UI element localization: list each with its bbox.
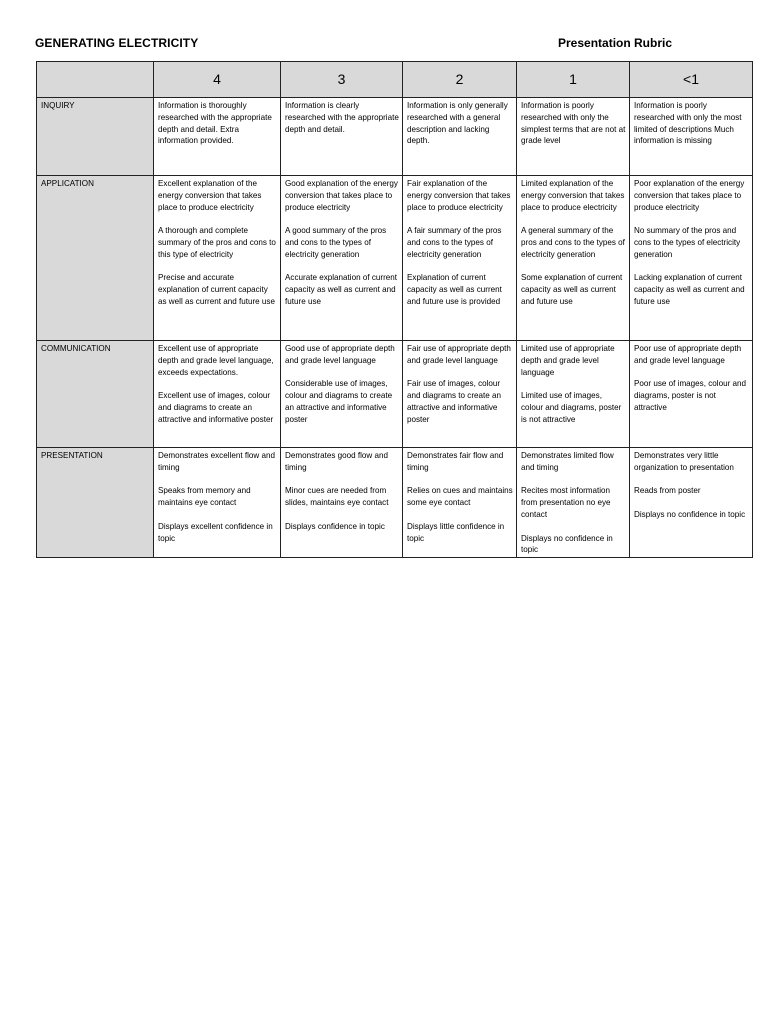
criteria-text: Displays no confidence in topic bbox=[521, 533, 613, 555]
criteria-text: Demonstrates fair flow and timing bbox=[407, 451, 504, 472]
criteria-text: Information is thoroughly researched with the appropriate depth and detail. Extra information provided. bbox=[158, 101, 272, 146]
paragraph-gap bbox=[285, 474, 399, 486]
column-header-4: 4 bbox=[154, 62, 281, 98]
column-header-less-than-1: <1 bbox=[630, 62, 753, 98]
criteria-text: Demonstrates very little organization to presentation bbox=[634, 451, 734, 472]
criteria-text: Speaks from memory and maintains eye contact bbox=[158, 486, 251, 508]
rubric-row-communication bbox=[37, 341, 753, 448]
criteria-text: A thorough and complete summary of the pros and cons to this type of electricity bbox=[158, 226, 276, 259]
rubric-cell bbox=[630, 341, 753, 448]
paragraph-gap bbox=[158, 213, 277, 225]
paragraph-gap bbox=[634, 261, 749, 273]
rubric-cell bbox=[517, 98, 630, 176]
criteria-text: Fair explanation of the energy conversion that takes place to produce electricity bbox=[407, 179, 511, 212]
rubric-cell bbox=[517, 176, 630, 341]
paragraph-gap bbox=[634, 367, 749, 379]
criteria-text: Limited explanation of the energy conversion that takes place to produce electricity bbox=[521, 179, 625, 212]
paragraph-gap bbox=[521, 474, 626, 486]
paragraph-gap bbox=[521, 521, 626, 533]
paragraph-gap bbox=[158, 509, 277, 521]
rubric-cell bbox=[154, 341, 281, 448]
rubric-cell bbox=[630, 176, 753, 341]
rubric-row-presentation bbox=[37, 448, 753, 558]
rubric-row-inquiry bbox=[37, 98, 753, 176]
criteria-text: A good summary of the pros and cons to the types of electricity generation bbox=[285, 226, 387, 259]
document-subtitle: Presentation Rubric bbox=[558, 36, 673, 50]
criteria-text: Recites most information from presentation no eye contact bbox=[521, 486, 611, 519]
rubric-cell bbox=[517, 448, 630, 558]
header-row bbox=[37, 62, 753, 98]
paragraph-gap bbox=[285, 367, 399, 379]
paragraph-gap bbox=[407, 367, 513, 379]
paragraph-gap bbox=[158, 474, 277, 486]
row-label: INQUIRY bbox=[37, 98, 154, 176]
paragraph-gap bbox=[285, 213, 399, 225]
paragraph-gap bbox=[634, 474, 749, 486]
paragraph-gap bbox=[285, 261, 399, 273]
criteria-text: Poor use of appropriate depth and grade level language bbox=[634, 344, 742, 365]
row-label: COMMUNICATION bbox=[37, 341, 154, 448]
criteria-text: Information is clearly researched with the appropriate depth and detail. bbox=[285, 101, 399, 134]
criteria-text: Demonstrates good flow and timing bbox=[285, 451, 389, 472]
rubric-cell bbox=[403, 176, 517, 341]
column-header-2: 2 bbox=[403, 62, 517, 98]
criteria-text: Some explanation of current capacity as well as current and future use bbox=[521, 273, 623, 306]
criteria-text: Excellent use of images, colour and diagrams to create an attractive and informative poster bbox=[158, 391, 274, 424]
criteria-text: Information is poorly researched with only the simplest terms that are not at grade level bbox=[521, 101, 626, 146]
criteria-text: Poor use of images, colour and diagrams, poster is not attractive bbox=[634, 379, 747, 412]
rubric-cell bbox=[281, 98, 403, 176]
criteria-text: Limited use of appropriate depth and grade level language bbox=[521, 344, 615, 377]
rubric-table bbox=[36, 61, 753, 558]
criteria-text: No summary of the pros and cons to the types of electricity generation bbox=[634, 226, 741, 259]
row-label: PRESENTATION bbox=[37, 448, 154, 558]
paragraph-gap bbox=[407, 213, 513, 225]
rubric-cell bbox=[630, 448, 753, 558]
criteria-text: Considerable use of images, colour and diagrams to create an attractive and informative poster bbox=[285, 379, 393, 424]
criteria-text: Displays little confidence in topic bbox=[407, 521, 505, 543]
document-title: GENERATING ELECTRICITY bbox=[35, 36, 199, 50]
criteria-text: Displays excellent confidence in topic bbox=[158, 521, 273, 543]
paragraph-gap bbox=[285, 509, 399, 521]
criteria-text: Precise and accurate explanation of current capacity as well as current and future use bbox=[158, 273, 275, 306]
paragraph-gap bbox=[407, 261, 513, 273]
criteria-text: Displays no confidence in topic bbox=[634, 509, 746, 519]
rubric-cell bbox=[154, 176, 281, 341]
criteria-text: Relies on cues and maintains some eye contact bbox=[407, 486, 513, 508]
rubric-cell bbox=[403, 448, 517, 558]
rubric-cell bbox=[281, 341, 403, 448]
criteria-text: Minor cues are needed from slides, maintains eye contact bbox=[285, 486, 389, 508]
column-header-1: 1 bbox=[517, 62, 630, 98]
column-header-blank bbox=[37, 62, 154, 98]
criteria-text: Good explanation of the energy conversion that takes place to produce electricity bbox=[285, 179, 398, 212]
criteria-text: Demonstrates limited flow and timing bbox=[521, 451, 614, 472]
criteria-text: Excellent use of appropriate depth and grade level language, exceeds expectations. bbox=[158, 344, 274, 377]
paragraph-gap bbox=[521, 213, 626, 225]
criteria-text: Demonstrates excellent flow and timing bbox=[158, 451, 275, 472]
criteria-text: Accurate explanation of current capacity as well as current and future use bbox=[285, 273, 398, 306]
criteria-text: Excellent explanation of the energy conversion that takes place to produce electricity bbox=[158, 179, 262, 212]
rubric-row-application bbox=[37, 176, 753, 341]
criteria-text: A fair summary of the pros and cons to the types of electricity generation bbox=[407, 226, 502, 259]
row-label: APPLICATION bbox=[37, 176, 154, 341]
paragraph-gap bbox=[634, 213, 749, 225]
paragraph-gap bbox=[158, 261, 277, 273]
rubric-cell bbox=[403, 341, 517, 448]
criteria-text: A general summary of the pros and cons to the types of electricity generation bbox=[521, 226, 625, 259]
column-header-3: 3 bbox=[281, 62, 403, 98]
rubric-cell bbox=[630, 98, 753, 176]
criteria-text: Reads from poster bbox=[634, 486, 701, 496]
rubric-cell bbox=[517, 341, 630, 448]
criteria-text: Information is only generally researched with a general description and lacking depth. bbox=[407, 101, 508, 146]
criteria-text: Explanation of current capacity as well as current and future use is provided bbox=[407, 273, 502, 306]
rubric-cell bbox=[281, 176, 403, 341]
paragraph-gap bbox=[634, 497, 749, 509]
paragraph-gap bbox=[521, 261, 626, 273]
criteria-text: Poor explanation of the energy conversion that takes place to produce electricity bbox=[634, 179, 745, 212]
criteria-text: Limited use of images, colour and diagrams, poster is not attractive bbox=[521, 391, 622, 424]
rubric-cell bbox=[154, 98, 281, 176]
criteria-text: Displays confidence in topic bbox=[285, 521, 385, 531]
criteria-text: Information is poorly researched with only the most limited of descriptions Much information is missing bbox=[634, 101, 742, 146]
rubric-cell bbox=[403, 98, 517, 176]
criteria-text: Lacking explanation of current capacity as well as current and future use bbox=[634, 273, 745, 306]
criteria-text: Good use of appropriate depth and grade level language bbox=[285, 344, 395, 365]
paragraph-gap bbox=[521, 378, 626, 390]
paragraph-gap bbox=[407, 509, 513, 521]
rubric-cell bbox=[154, 448, 281, 558]
paragraph-gap bbox=[158, 378, 277, 390]
paragraph-gap bbox=[407, 474, 513, 486]
criteria-text: Fair use of appropriate depth and grade level language bbox=[407, 344, 511, 365]
rubric-cell bbox=[281, 448, 403, 558]
criteria-text: Fair use of images, colour and diagrams to create an attractive and informative poster bbox=[407, 379, 502, 424]
